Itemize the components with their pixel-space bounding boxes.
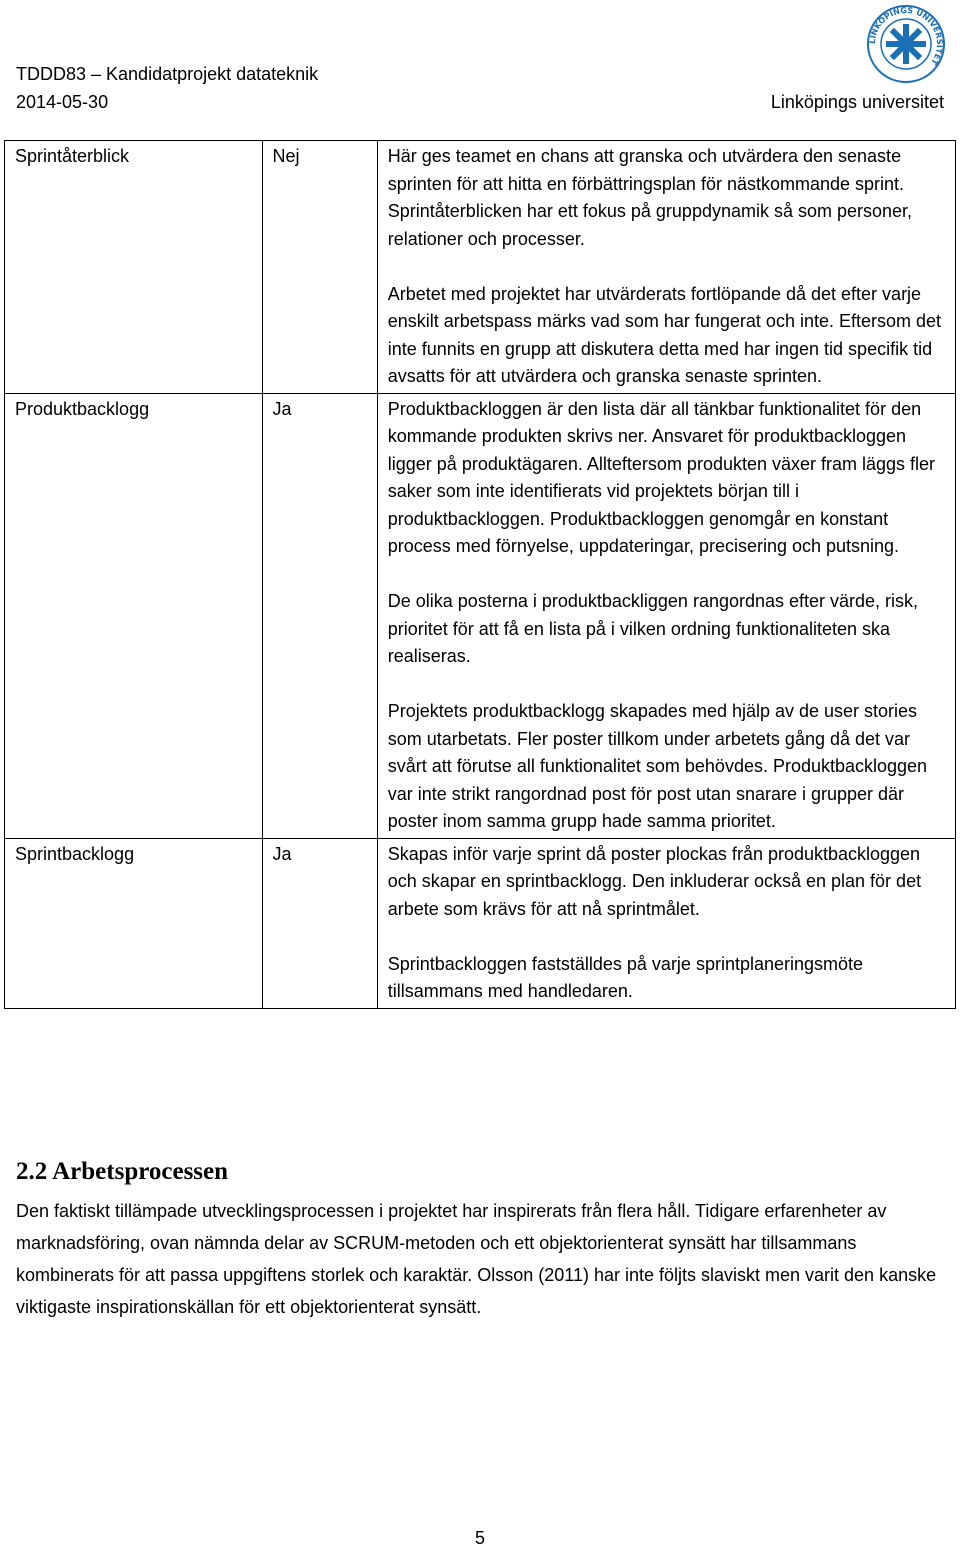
university-name: Linköpings universitet xyxy=(770,92,944,112)
practice-name-cell: Sprintåterblick xyxy=(5,141,263,394)
practice-used-cell: Ja xyxy=(262,838,377,1008)
practice-used-cell: Ja xyxy=(262,393,377,838)
practice-description-cell xyxy=(377,141,955,394)
university-logo-icon xyxy=(866,4,946,84)
section-title: 2.2 Arbetsprocessen xyxy=(16,1158,229,1185)
description-paragraph: Projektets produktbacklogg skapades med hjälp av de user stories som utarbetats. Fler poster tillkom under arbetets gång då det var svårt att förutse all funktionalitet som behövdes. Produktbackloggen var inte strikt rangordnad post för post utan snarare i grupper där poster inom samma grupp hade samma prioritet. xyxy=(387,701,928,831)
description-paragraph: De olika posterna i produktbackliggen rangordnas efter värde, risk, prioritet för att få en lista på i vilken ordning funktionaliteten ska realiseras. xyxy=(387,591,919,666)
practice-description-cell xyxy=(377,838,955,1008)
header-date: 2014-05-30 xyxy=(16,92,109,112)
svg-text:LINKÖPINGS UNIVERSITET: LINKÖPINGS UNIVERSITET xyxy=(867,5,945,67)
practice-name-cell: Produktbacklogg xyxy=(5,393,263,838)
course-title: TDDD83 – Kandidatprojekt datateknik xyxy=(16,64,319,84)
table-row xyxy=(5,141,956,394)
practice-description-cell xyxy=(377,393,955,838)
page-number: 5 xyxy=(474,1528,485,1548)
description-paragraph: Sprintbackloggen fastställdes på varje sprintplaneringsmöte tillsammans med handledaren. xyxy=(387,953,864,1001)
practice-used-cell: Nej xyxy=(262,141,377,394)
description-paragraph: Skapas inför varje sprint då poster plockas från produktbackloggen och skapar en sprintbacklogg. Den inkluderar också en plan för det arbete som krävs för att nå sprintmålet. xyxy=(387,843,922,919)
table-row xyxy=(5,393,956,838)
description-paragraph: Arbetet med projektet har utvärderats fortlöpande då det efter varje enskilt arbetspass märks vad som har fungerat och inte. Eftersom det inte funnits en grupp att diskutera detta med har ingen tid specifik tid avsatts för att utvärdera och granska senaste sprinten. xyxy=(387,283,942,386)
practice-name-cell: Sprintbacklogg xyxy=(5,838,263,1008)
page-header xyxy=(16,60,318,116)
section-body: Den faktiskt tillämpade utvecklingsprocessen i projektet har inspirerats från flera håll. Tidigare erfarenheter av marknadsföring, ovan nämnda delar av SCRUM-metoden och ett objektorienterat synsätt har tillsammans kombinerats för att passa uppgiftens storlek och karaktär. Olsson (2011) har inte följts slaviskt men varit den kanske viktigaste inspirationskällan för ett objektorienterat synsätt. xyxy=(16,1201,937,1317)
scrum-practices-table xyxy=(4,140,956,1009)
description-paragraph: Produktbackloggen är den lista där all tänkbar funktionalitet för den kommande produkten skrivs ner. Ansvaret för produktbackloggen ligger på produktägaren. Allteftersom produkten växer fram läggs fler saker som inte identifierats vid projektets början till i produktbackloggen. Produktbackloggen genomgår en konstant process med förnyelse, uppdateringar, precisering och putsning. xyxy=(387,398,936,556)
description-paragraph: Här ges teamet en chans att granska och utvärdera den senaste sprinten för att hitta en förbättringsplan för nästkommande sprint. Sprintåterblicken har ett fokus på gruppdynamik så som personer, relationer och processer. xyxy=(387,146,913,249)
table-row xyxy=(5,838,956,1008)
